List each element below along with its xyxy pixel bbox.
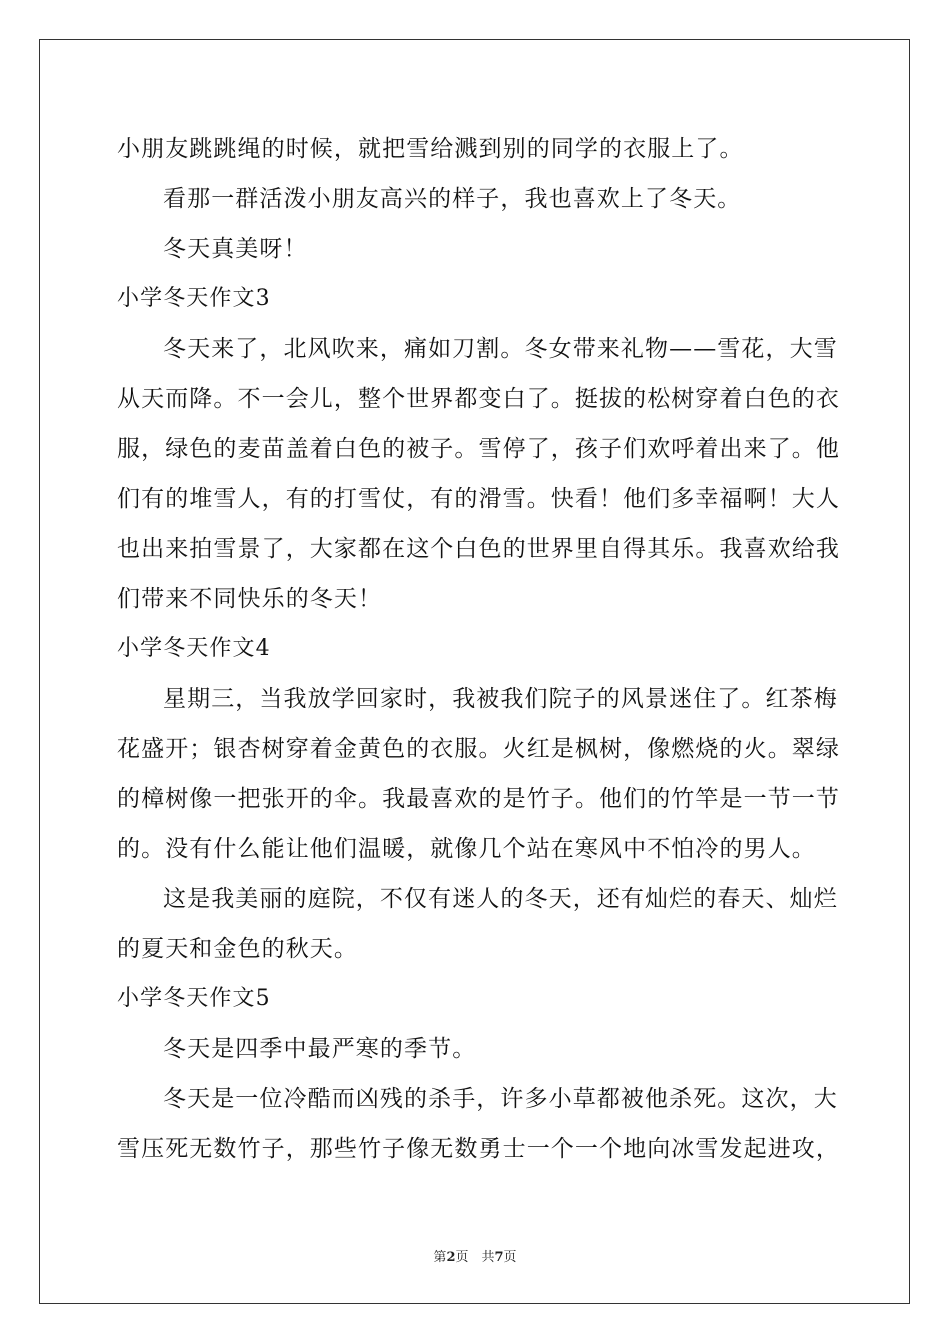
- section-heading: 小学冬天作文5: [117, 986, 271, 1011]
- text-line: 们有的堆雪人，有的打雪仗，有的滑雪。快看！他们多幸福啊！大人: [117, 486, 840, 512]
- text-line: 冬天是一位冷酷而凶残的杀手，许多小草都被他杀死。这次，大: [163, 1086, 838, 1112]
- text-line: 星期三，当我放学回家时，我被我们院子的风景迷住了。红茶梅: [163, 686, 838, 712]
- text-line: 也出来拍雪景了，大家都在这个白色的世界里自得其乐。我喜欢给我: [117, 536, 840, 562]
- text-line: 这是我美丽的庭院，不仅有迷人的冬天，还有灿烂的春天、灿烂: [163, 886, 838, 912]
- section-heading: 小学冬天作文4: [117, 636, 271, 661]
- total-page-number: 7: [494, 1250, 504, 1265]
- footer-mid: 页 共: [455, 1250, 495, 1265]
- text-line: 花盛开；银杏树穿着金黄色的衣服。火红是枫树，像燃烧的火。翠绿: [117, 736, 840, 762]
- page-footer: [0, 1246, 950, 1265]
- text-line: 服，绿色的麦苗盖着白色的被子。雪停了，孩子们欢呼着出来了。他: [117, 436, 840, 462]
- text-line: 冬天真美呀！: [163, 236, 308, 262]
- text-line: 雪压死无数竹子，那些竹子像无数勇士一个一个地向冰雪发起进攻，: [117, 1136, 840, 1162]
- text-line: 看那一群活泼小朋友高兴的样子，我也喜欢上了冬天。: [163, 186, 742, 212]
- text-line: 小朋友跳跳绳的时候，就把雪给溅到别的同学的衣服上了。: [117, 136, 744, 162]
- document-body: [117, 124, 840, 1174]
- text-line: 冬天是四季中最严寒的季节。: [163, 1036, 477, 1062]
- text-line: 的。没有什么能让他们温暖，就像几个站在寒风中不怕冷的男人。: [117, 836, 816, 862]
- section-heading: 小学冬天作文3: [117, 286, 271, 311]
- footer-suffix: 页: [503, 1250, 517, 1265]
- text-line: 从天而降。不一会儿，整个世界都变白了。挺拔的松树穿着白色的衣: [117, 386, 840, 412]
- text-line: 的樟树像一把张开的伞。我最喜欢的是竹子。他们的竹竿是一节一节: [117, 786, 840, 812]
- text-line: 的夏天和金色的秋天。: [117, 936, 358, 962]
- footer-prefix: 第: [433, 1250, 447, 1265]
- text-line: 冬天来了，北风吹来，痛如刀割。冬女带来礼物——雪花，大雪: [163, 336, 838, 362]
- text-line: 们带来不同快乐的冬天！: [117, 586, 383, 612]
- current-page-number: 2: [446, 1250, 456, 1265]
